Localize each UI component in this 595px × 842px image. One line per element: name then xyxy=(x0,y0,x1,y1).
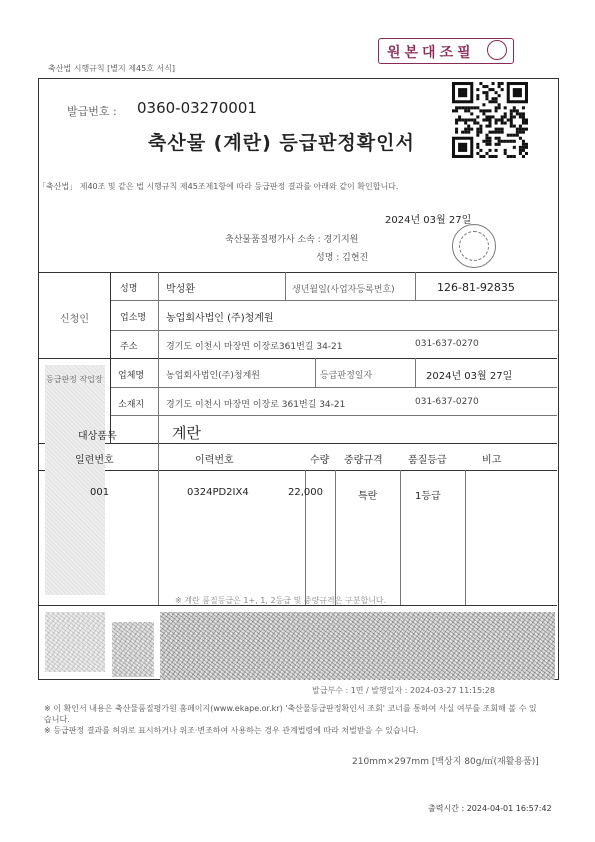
redacted-barcode-area xyxy=(160,612,555,680)
official-seal-icon xyxy=(452,224,496,268)
applicant-phone: 031-637-0270 xyxy=(415,339,479,349)
row-serial: 001 xyxy=(90,487,110,498)
target-label: 대상품목 xyxy=(78,431,117,442)
issue-info: 발급부수 : 1면 / 발행일자 : 2024-03-27 11:15:28 xyxy=(312,686,495,695)
stamp-seal-icon xyxy=(487,40,507,60)
intro-text: 「축산법」 제40조 및 같은 법 시행규칙 제45조제1항에 따라 등급판정 결과를 아래와 같이 확인합니다. xyxy=(38,182,399,191)
facility-name-label: 업체명 xyxy=(118,371,145,381)
applicant-name-label: 성명 xyxy=(120,284,138,294)
facility-section-label: 등급판정 작업장 xyxy=(46,375,103,384)
grade-date: 2024년 03월 27일 xyxy=(426,371,513,382)
col-serial: 일련번호 xyxy=(75,455,114,466)
row-trace-number: 0324PD2IX4 xyxy=(187,487,249,498)
issue-number: 0360-03270001 xyxy=(137,99,257,117)
row-quantity: 22,000 xyxy=(288,487,323,498)
facility-address-label: 소재지 xyxy=(118,400,145,410)
bizno-value: 126-81-92835 xyxy=(437,281,515,294)
original-copy-stamp xyxy=(378,38,514,64)
applicant-address: 경기도 이천시 마장면 이장로361번길 34-21 xyxy=(166,342,343,352)
form-reference: 축산법 시행규칙 [별지 제45호 서식] xyxy=(48,64,176,73)
facility-name: 농업회사법인(주)청계원 xyxy=(166,371,260,381)
issuer-org: 축산물품질평가사 소속 : 경기지원 xyxy=(225,235,359,245)
facility-phone: 031-637-0270 xyxy=(415,397,479,407)
grade-date-label: 등급판정일자 xyxy=(320,371,373,381)
print-time: 출력시간 : 2024-04-01 16:57:42 xyxy=(428,804,552,813)
col-weight: 중량규격 xyxy=(344,455,383,466)
issuer-name: 성명 : 김현진 xyxy=(316,253,369,263)
row-weight: 특란 xyxy=(358,491,378,502)
issue-number-label: 발급번호 : xyxy=(67,105,117,118)
col-trace-number: 이력번호 xyxy=(195,455,234,466)
address-label: 주소 xyxy=(120,342,138,352)
redacted-area-left xyxy=(45,612,105,672)
col-remarks: 비고 xyxy=(482,455,502,466)
company-label: 업소명 xyxy=(120,313,147,323)
applicant-name: 박성환 xyxy=(166,284,195,295)
col-quantity: 수량 xyxy=(310,455,330,466)
target-value: 계란 xyxy=(172,424,201,442)
company-name: 농업회사법인 (주)청계원 xyxy=(166,313,274,324)
footer-note-2: ※ 등급판정 결과를 허위로 표시하거나 위조·변조하여 사용하는 경우 관계법령에 따라 처벌받을 수 있습니다. xyxy=(44,726,419,735)
table-note: ※ 계란 품질등급은 1+, 1, 2등급 및 중량규격은 구분합니다. xyxy=(175,596,387,605)
redacted-area-mid xyxy=(112,622,154,677)
facility-address: 경기도 이천시 마장면 이장로 361번길 34-21 xyxy=(166,400,346,410)
footer-note-1: ※ 이 확인서 내용은 축산물품질평가원 홈페이지(www.ekape.or.kr) '축산물등급판정확인서 조회' 코너를 통하여 사실 여부를 조회해 볼 수 있습니다. xyxy=(44,704,537,724)
bizno-label: 생년월일(사업자등록번호) xyxy=(292,285,395,295)
col-grade: 품질등급 xyxy=(408,455,447,466)
row-grade: 1등급 xyxy=(415,491,441,502)
paper-size: 210mm×297mm [백상지 80g/㎡(재활용품)] xyxy=(352,757,539,767)
issue-date: 2024년 03월 27일 xyxy=(385,215,472,226)
applicant-section-label: 신청인 xyxy=(60,314,89,325)
blurred-side-area xyxy=(45,365,105,595)
document-title: 축산물 (계란) 등급판정확인서 xyxy=(148,132,415,154)
stamp-text: 원본대조필 xyxy=(387,45,475,61)
